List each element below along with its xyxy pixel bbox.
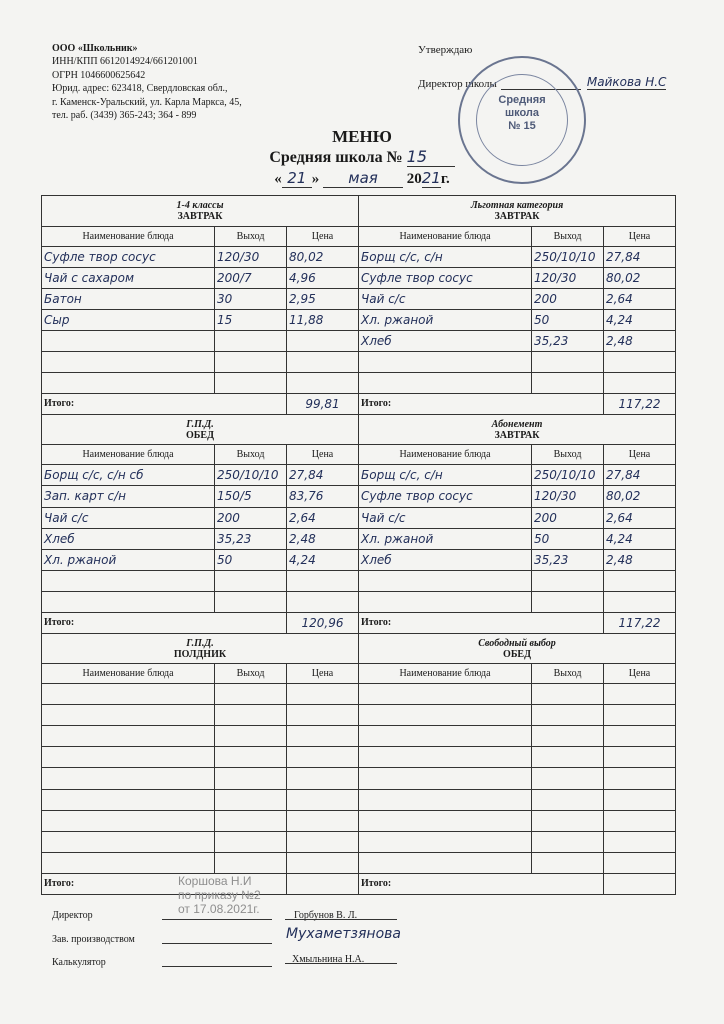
cell-price: 83,76 [287, 486, 359, 507]
cell-portion [532, 351, 604, 372]
cell-portion: 35,23 [215, 528, 287, 549]
cell-portion [532, 768, 604, 789]
table-row [42, 852, 676, 873]
cell-portion [215, 852, 287, 873]
cell-price: 2,48 [287, 528, 359, 549]
seal-line-3: № 15 [508, 120, 536, 132]
cell-portion [215, 351, 287, 372]
section-meal: ЗАВТРАК [494, 429, 540, 441]
cell-dish-name [42, 831, 215, 852]
cell-portion [532, 570, 604, 591]
total-value [604, 873, 676, 894]
cell-portion: 250/10/10 [532, 465, 604, 486]
column-portion: Выход [215, 226, 287, 246]
cell-dish-name [42, 684, 215, 705]
total-label: Итого: [359, 612, 604, 633]
cell-dish-name: Хл. ржаной [359, 528, 532, 549]
section-title-right [359, 196, 676, 227]
date-day: 21 [282, 169, 312, 188]
school-prefix: Средняя школа № [269, 149, 403, 166]
total-label: Итого: [42, 873, 287, 894]
cell-portion [215, 810, 287, 831]
table-row [42, 549, 676, 570]
cell-dish-name [42, 789, 215, 810]
org-inn: ИНН/КПП 6612014924/661201001 [52, 56, 198, 68]
cell-dish-name [42, 372, 215, 393]
table-row [42, 810, 676, 831]
total-label: Итого: [359, 873, 604, 894]
total-label: Итого: [42, 393, 287, 414]
seal-line-1: Средняя [498, 94, 546, 106]
cell-portion [215, 726, 287, 747]
total-value [287, 873, 359, 894]
cell-price [287, 726, 359, 747]
table-row [42, 726, 676, 747]
cell-price: 2,64 [604, 288, 676, 309]
cell-dish-name: Чай с/с [359, 288, 532, 309]
faint-line-3: от 17.08.2021г. [178, 902, 260, 916]
column-portion: Выход [532, 664, 604, 684]
cell-dish-name [359, 726, 532, 747]
section-meal: ЗАВТРАК [177, 210, 223, 222]
cell-portion: 35,23 [532, 549, 604, 570]
cell-price [287, 831, 359, 852]
cell-portion [215, 570, 287, 591]
cell-price [604, 351, 676, 372]
table-row [42, 246, 676, 267]
cell-portion: 50 [215, 549, 287, 570]
section-header-row [42, 196, 676, 227]
column-header-row [42, 445, 676, 465]
cell-price [604, 810, 676, 831]
total-value: 99,81 [287, 393, 359, 414]
cell-portion [215, 747, 287, 768]
table-row [42, 465, 676, 486]
cell-dish-name: Хлеб [42, 528, 215, 549]
cell-price: 80,02 [604, 486, 676, 507]
organization-info [52, 42, 242, 122]
cell-price: 4,24 [604, 528, 676, 549]
signature-calculator-name: Хмыльнина Н.А. [292, 954, 365, 965]
section-subtitle: Льготная категория [470, 199, 564, 211]
cell-price [287, 330, 359, 351]
cell-dish-name: Чай с сахаром [42, 267, 215, 288]
column-dish-name: Наименование блюда [359, 226, 532, 246]
cell-price [287, 768, 359, 789]
cell-price [287, 747, 359, 768]
cell-portion [215, 591, 287, 612]
cell-portion [532, 789, 604, 810]
org-address-1: Юрид. адрес: 623418, Свердловская обл., [52, 83, 228, 95]
date-year: 21 [421, 169, 441, 187]
section-subtitle: Г.П.Д. [186, 418, 214, 430]
cell-portion [215, 768, 287, 789]
section-title-right [359, 414, 676, 445]
cell-dish-name: Хлеб [359, 330, 532, 351]
cell-dish-name [42, 768, 215, 789]
cell-dish-name [359, 570, 532, 591]
cell-dish-name: Батон [42, 288, 215, 309]
cell-portion [215, 330, 287, 351]
cell-portion: 30 [215, 288, 287, 309]
table-row [42, 768, 676, 789]
table-row [42, 267, 676, 288]
signature-production-name: Мухаметзянова [286, 926, 401, 942]
cell-dish-name [359, 372, 532, 393]
cell-price [604, 831, 676, 852]
signature-production-line [162, 931, 272, 944]
cell-dish-name [359, 831, 532, 852]
cell-portion [215, 705, 287, 726]
cell-dish-name [42, 747, 215, 768]
table-row [42, 372, 676, 393]
cell-price [287, 810, 359, 831]
table-row [42, 747, 676, 768]
cell-price [287, 852, 359, 873]
signature-director-line [162, 907, 272, 920]
column-price: Цена [604, 664, 676, 684]
cell-price: 2,95 [287, 288, 359, 309]
total-value: 117,22 [604, 612, 676, 633]
cell-price [604, 570, 676, 591]
section-subtitle: 1-4 классы [176, 199, 224, 211]
column-header-row [42, 226, 676, 246]
section-meal: ПОЛДНИК [173, 648, 227, 660]
cell-dish-name: Суфле твор сосус [359, 267, 532, 288]
table-row [42, 288, 676, 309]
cell-portion: 50 [532, 309, 604, 330]
menu-table [41, 195, 676, 895]
cell-price: 27,84 [604, 246, 676, 267]
cell-price: 2,64 [287, 507, 359, 528]
signature-calculator-line [162, 954, 272, 967]
cell-price [604, 789, 676, 810]
cell-dish-name [359, 591, 532, 612]
cell-price: 80,02 [604, 267, 676, 288]
column-price: Цена [604, 445, 676, 465]
seal-line-2: школа [504, 107, 540, 119]
total-value: 120,96 [287, 612, 359, 633]
faint-line-2: по приказу №2 [178, 888, 261, 902]
total-row [42, 873, 676, 894]
cell-portion [532, 831, 604, 852]
column-dish-name: Наименование блюда [42, 226, 215, 246]
table-row [42, 705, 676, 726]
cell-price [287, 570, 359, 591]
cell-dish-name: Хл. ржаной [359, 309, 532, 330]
cell-portion: 50 [532, 528, 604, 549]
total-value: 117,22 [604, 393, 676, 414]
cell-dish-name: Борщ с/с, с/н [359, 246, 532, 267]
section-subtitle: Абонемент [491, 418, 543, 430]
column-portion: Выход [215, 445, 287, 465]
signature-calculator-name-line [285, 951, 397, 964]
cell-price [287, 705, 359, 726]
cell-portion: 200 [532, 507, 604, 528]
cell-portion: 150/5 [215, 486, 287, 507]
cell-portion: 250/10/10 [215, 465, 287, 486]
column-header-row [42, 664, 676, 684]
cell-dish-name: Суфле твор сосус [42, 246, 215, 267]
date-line: « 21 » мая 2021г. [274, 169, 450, 187]
cell-portion [215, 831, 287, 852]
column-dish-name: Наименование блюда [42, 445, 215, 465]
cell-price [287, 591, 359, 612]
cell-price: 27,84 [287, 465, 359, 486]
cell-dish-name [359, 768, 532, 789]
cell-price [604, 684, 676, 705]
cell-dish-name: Чай с/с [42, 507, 215, 528]
table-row [42, 684, 676, 705]
signature-calculator-role: Калькулятор [52, 957, 106, 968]
cell-price: 27,84 [604, 465, 676, 486]
column-portion: Выход [532, 226, 604, 246]
section-title-left [42, 414, 359, 445]
signature-production-role: Зав. производством [52, 934, 135, 945]
table-row [42, 591, 676, 612]
column-price: Цена [287, 664, 359, 684]
table-row [42, 486, 676, 507]
section-title-left [42, 633, 359, 664]
column-dish-name: Наименование блюда [359, 664, 532, 684]
cell-dish-name [42, 810, 215, 831]
cell-portion: 120/30 [215, 246, 287, 267]
column-portion: Выход [532, 445, 604, 465]
total-row [42, 612, 676, 633]
cell-dish-name [42, 570, 215, 591]
cell-dish-name: Сыр [42, 309, 215, 330]
cell-price: 4,24 [287, 549, 359, 570]
approve-sign-name: Майкова Н.С [586, 75, 667, 89]
cell-dish-name [42, 705, 215, 726]
section-header-row [42, 414, 676, 445]
cell-portion [532, 747, 604, 768]
cell-portion [215, 684, 287, 705]
cell-dish-name [42, 591, 215, 612]
cell-dish-name [359, 789, 532, 810]
cell-dish-name [42, 351, 215, 372]
cell-price [604, 372, 676, 393]
approve-label: Утверждаю [418, 44, 473, 56]
column-dish-name: Наименование блюда [359, 445, 532, 465]
total-label: Итого: [359, 393, 604, 414]
cell-portion [532, 705, 604, 726]
cell-dish-name [359, 684, 532, 705]
cell-portion: 15 [215, 309, 287, 330]
table-row [42, 831, 676, 852]
column-price: Цена [604, 226, 676, 246]
section-title-left [42, 196, 359, 227]
org-name: ООО «Школьник» [52, 43, 138, 54]
cell-portion [532, 852, 604, 873]
section-title-right [359, 633, 676, 664]
cell-portion: 120/30 [532, 486, 604, 507]
cell-price [604, 705, 676, 726]
cell-dish-name [42, 726, 215, 747]
cell-portion [532, 372, 604, 393]
total-row [42, 393, 676, 414]
cell-price: 2,48 [604, 549, 676, 570]
table-row [42, 309, 676, 330]
table-row [42, 570, 676, 591]
cell-dish-name [359, 705, 532, 726]
cell-dish-name: Зап. карт с/н [42, 486, 215, 507]
cell-dish-name [359, 351, 532, 372]
cell-dish-name [359, 810, 532, 831]
school-number: 15 [407, 147, 455, 167]
table-row [42, 351, 676, 372]
cell-price [287, 789, 359, 810]
org-address-2: г. Каменск-Уральский, ул. Карла Маркса, 45, [52, 96, 242, 108]
table-row [42, 789, 676, 810]
signature-director-name-line [285, 907, 397, 920]
column-portion: Выход [215, 664, 287, 684]
section-meal: ЗАВТРАК [494, 210, 540, 222]
faint-line-1: Коршова Н.И [178, 874, 252, 888]
cell-portion: 200/7 [215, 267, 287, 288]
column-price: Цена [287, 445, 359, 465]
cell-dish-name [42, 852, 215, 873]
date-month: мая [323, 169, 403, 188]
cell-price [604, 768, 676, 789]
column-dish-name: Наименование блюда [42, 664, 215, 684]
cell-dish-name: Суфле твор сосус [359, 486, 532, 507]
cell-portion [532, 684, 604, 705]
cell-price [604, 852, 676, 873]
signature-director-name: Горбунов В. Л. [294, 910, 358, 921]
school-line [0, 147, 724, 167]
cell-portion: 35,23 [532, 330, 604, 351]
org-ogrn: ОГРН 1046600625642 [52, 69, 146, 81]
cell-dish-name: Борщ с/с, с/н сб [42, 465, 215, 486]
cell-price [287, 684, 359, 705]
section-header-row [42, 633, 676, 664]
cell-dish-name [359, 852, 532, 873]
cell-portion: 120/30 [532, 267, 604, 288]
signature-director-role: Директор [52, 910, 93, 921]
cell-price [604, 726, 676, 747]
cell-price: 4,24 [604, 309, 676, 330]
org-phone: тел. раб. (3439) 365-243; 364 - 899 [52, 110, 197, 122]
cell-dish-name: Борщ с/с, с/н [359, 465, 532, 486]
cell-portion [215, 789, 287, 810]
cell-price [604, 591, 676, 612]
cell-portion [215, 372, 287, 393]
cell-dish-name: Чай с/с [359, 507, 532, 528]
cell-price [287, 351, 359, 372]
cell-portion [532, 726, 604, 747]
year-suffix: г. [440, 171, 450, 187]
table-row [42, 507, 676, 528]
cell-dish-name [359, 747, 532, 768]
cell-portion: 200 [215, 507, 287, 528]
cell-price: 4,96 [287, 267, 359, 288]
table-row [42, 528, 676, 549]
year-prefix: 20 [406, 171, 422, 187]
total-label: Итого: [42, 612, 287, 633]
section-subtitle: Свободный выбор [478, 637, 556, 649]
approve-role: Директор школы [418, 78, 497, 90]
cell-portion [532, 810, 604, 831]
cell-dish-name [42, 330, 215, 351]
table-row [42, 330, 676, 351]
section-meal: ОБЕД [503, 648, 531, 660]
cell-portion [532, 591, 604, 612]
column-price: Цена [287, 226, 359, 246]
cell-price: 2,64 [604, 507, 676, 528]
menu-title: МЕНЮ [332, 127, 392, 146]
section-meal: ОБЕД [186, 429, 214, 441]
cell-price: 2,48 [604, 330, 676, 351]
cell-price: 11,88 [287, 309, 359, 330]
cell-dish-name: Хлеб [359, 549, 532, 570]
cell-dish-name: Хл. ржаной [42, 549, 215, 570]
section-subtitle: Г.П.Д. [186, 637, 214, 649]
cell-portion: 250/10/10 [532, 246, 604, 267]
cell-price [287, 372, 359, 393]
cell-price: 80,02 [287, 246, 359, 267]
cell-price [604, 747, 676, 768]
cell-portion: 200 [532, 288, 604, 309]
